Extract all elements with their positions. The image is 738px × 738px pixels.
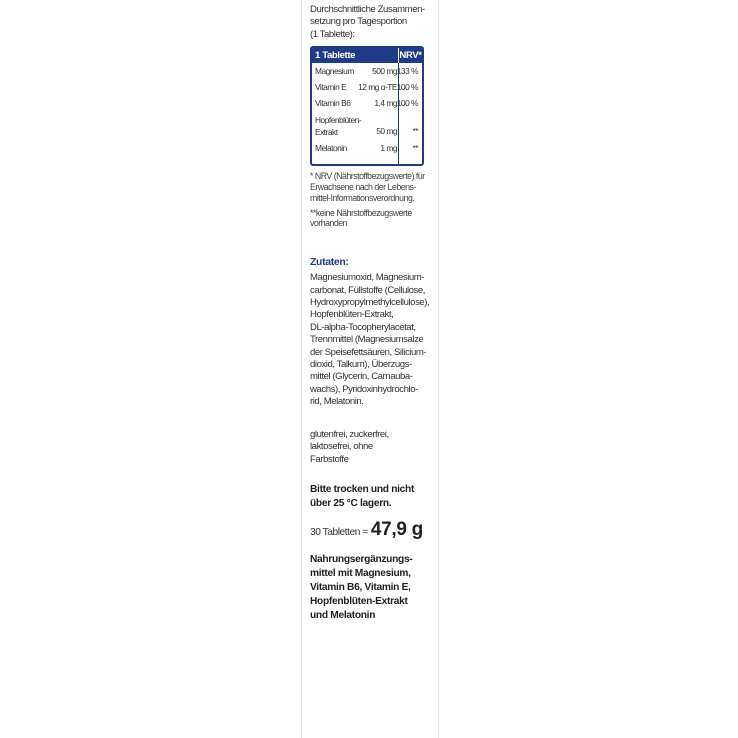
footnote-nrv: * NRV (Nährstoffbezugswerte) für Erwachsene nach der Lebens- mittel-Informationsverordnung. xyxy=(310,171,425,203)
row-amount: 12 mg α-TE xyxy=(358,82,397,93)
label-content xyxy=(310,4,430,623)
row-nrv: ** xyxy=(412,126,418,137)
ingredients-heading: Zutaten: xyxy=(310,257,349,269)
row-amount: 50 mg xyxy=(376,126,397,137)
nutrition-table-header xyxy=(312,48,422,63)
row-amount: 500 mg xyxy=(372,66,397,77)
net-quantity xyxy=(310,519,430,541)
row-name: Vitamin E xyxy=(315,82,347,93)
nutrition-table xyxy=(310,46,424,166)
row-nrv: 100 % xyxy=(396,98,418,109)
product-description: Nahrungsergänzungs- mittel mit Magnesium, Vitamin B6, Vitamin E, Hopfenblüten-Extrakt und Melatonin xyxy=(310,554,413,622)
quantity-label: 30 Tabletten = xyxy=(310,527,368,539)
row-nrv: ** xyxy=(412,143,418,154)
row-name: Magnesium xyxy=(315,66,354,77)
composition-intro: Durchschnittliche Zusammen- setzung pro Tagesportion (1 Tablette): xyxy=(310,4,425,40)
footnote-no-nrv: **keine Nährstoffbezugswerte vorhanden xyxy=(310,207,412,229)
row-name: Melatonin xyxy=(315,143,347,154)
row-name: Vitamin B6 xyxy=(315,98,351,109)
row-name: Hopfenblüten- Extrakt xyxy=(315,115,362,138)
quantity-value: 47,9 g xyxy=(370,519,423,541)
header-nrv: NRV* xyxy=(399,50,422,62)
table-column-divider xyxy=(398,63,399,164)
row-nrv: 133 % xyxy=(396,66,418,77)
nutrition-table-body xyxy=(312,63,422,164)
free-from-text: glutenfrei, zuckerfrei, laktosefrei, ohne Farbstoffe xyxy=(310,428,389,465)
row-amount: 1,4 mg xyxy=(374,98,397,109)
header-portion: 1 Tablette xyxy=(315,50,356,62)
storage-text: Bitte trocken und nicht über 25 °C lagern. xyxy=(310,484,415,510)
ingredients-text: Magnesiumoxid, Magnesium- carbonat, Füllstoffe (Cellulose, Hydroxypropylmethylcellulose), Hopfenblüten-Extrakt, DL-alpha-Tocopherylacetat, Trennmittel (Magnesiumsalze der Speisefettsäuren, Silicium- dioxid, Talkum), Überzugs- mittel (Glycerin, Carnauba- wachs), Pyridoxinhydrochlo- rid, Melatonin. xyxy=(310,272,430,408)
row-nrv: 100 % xyxy=(396,82,418,93)
row-amount: 1 mg xyxy=(380,143,397,154)
